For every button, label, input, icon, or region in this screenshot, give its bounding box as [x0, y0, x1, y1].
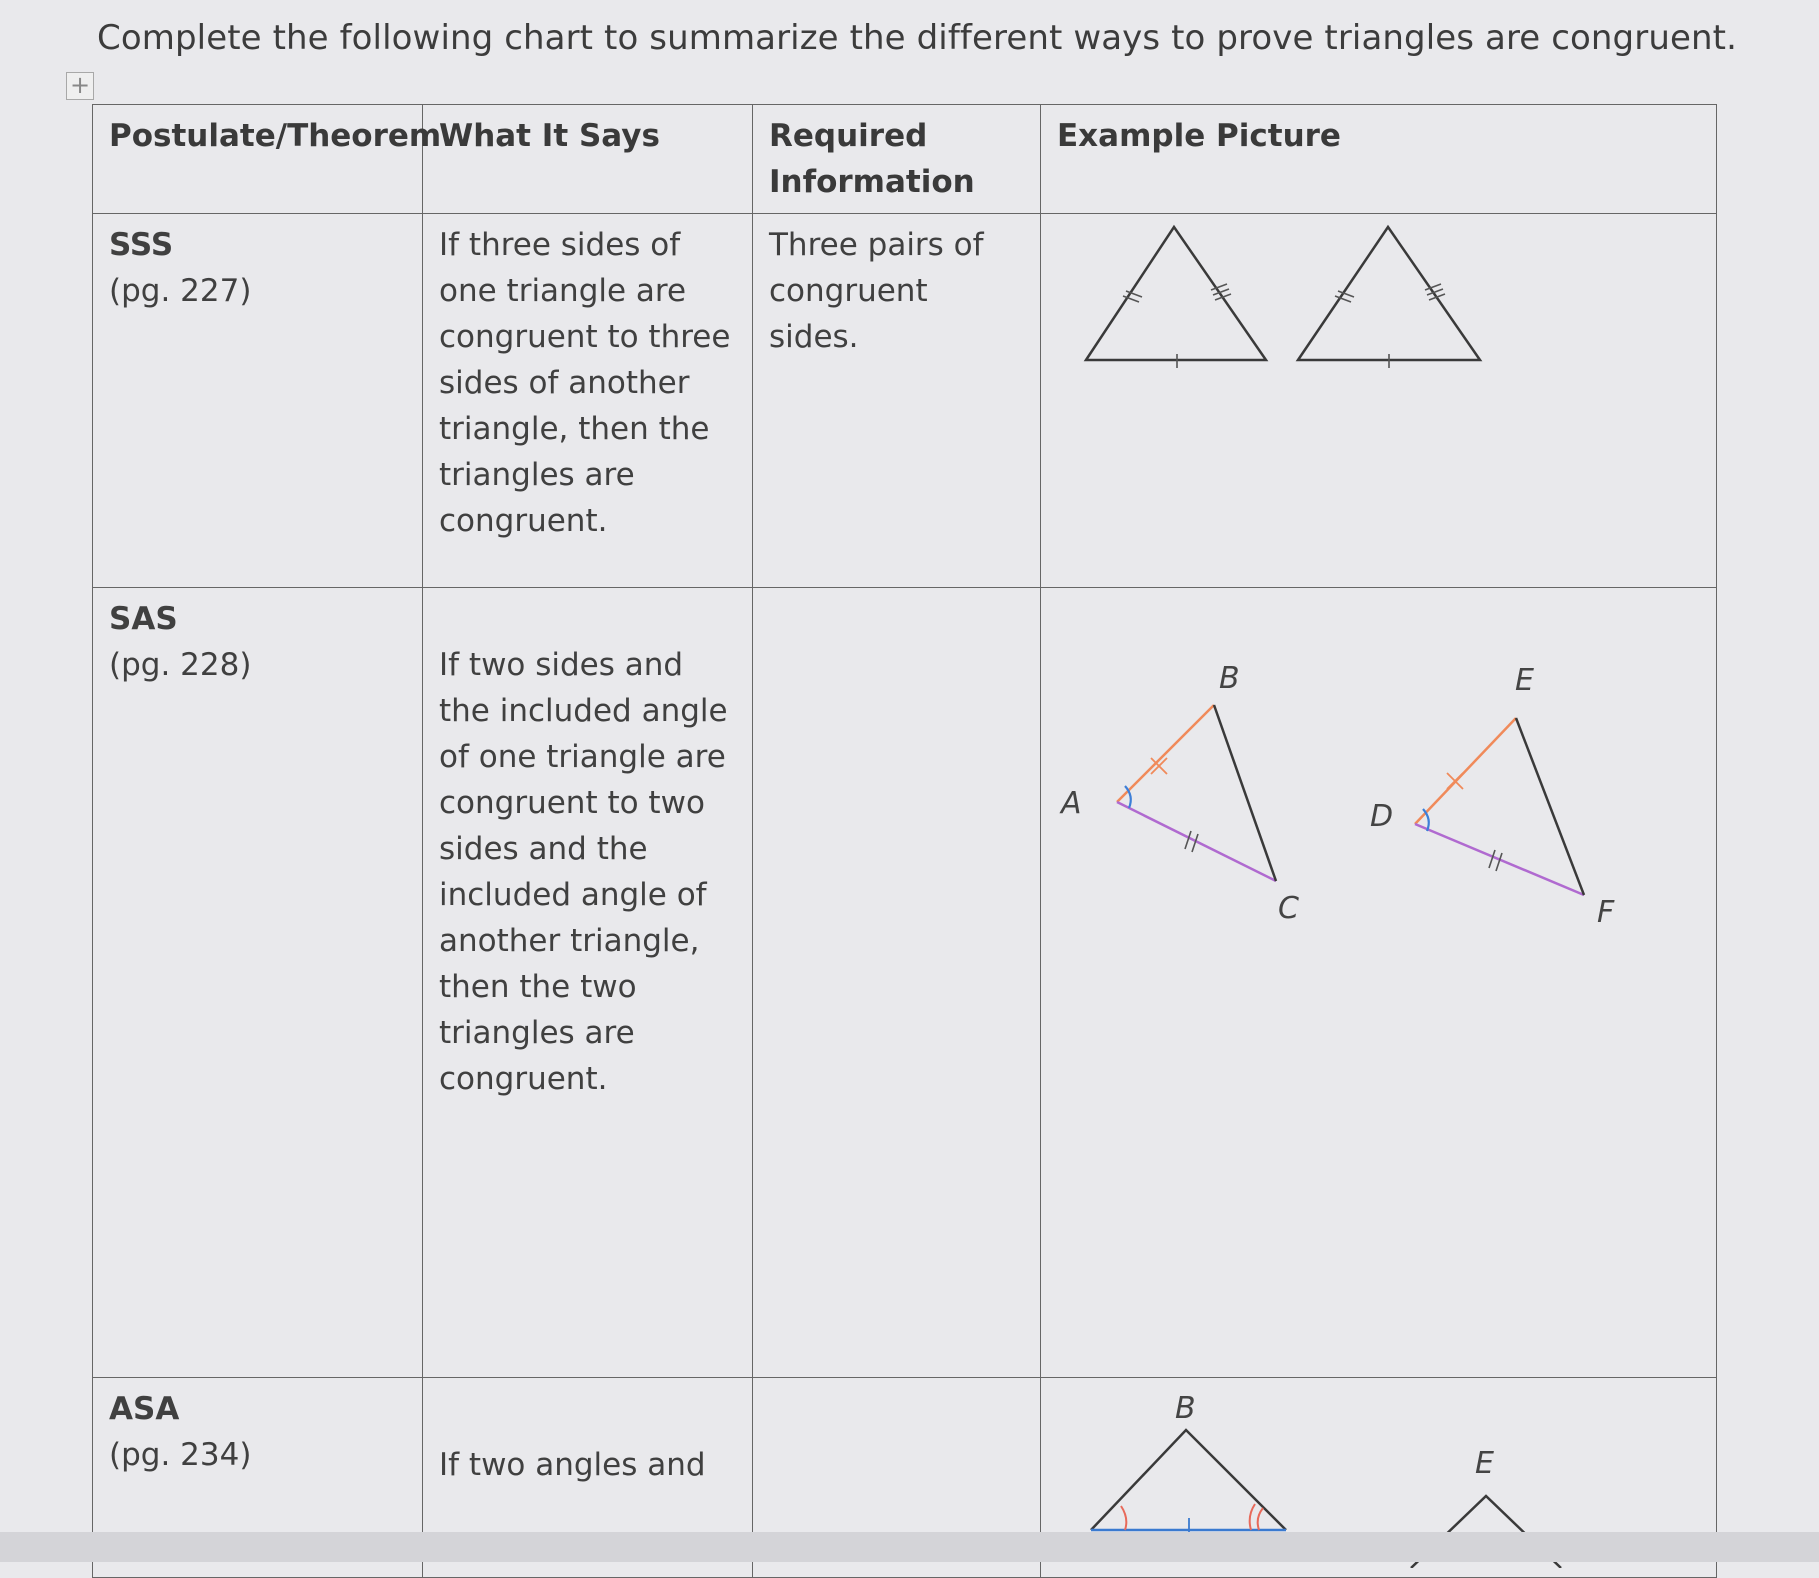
tick-mark	[1489, 850, 1495, 868]
cell-postulate[interactable]	[93, 214, 423, 588]
vertex-label-e: E	[1475, 1446, 1494, 1481]
asa-angle-a	[1121, 1506, 1126, 1530]
page-reference: (pg. 227)	[109, 273, 252, 309]
asa-angle-c-second-arc	[1258, 1508, 1263, 1530]
cell-required-info[interactable]	[753, 588, 1041, 1378]
statement-text: If two angles and	[439, 1447, 706, 1483]
table-row	[93, 588, 1717, 1378]
cell-example-picture	[1041, 588, 1717, 1378]
cell-what-it-says[interactable]	[423, 214, 753, 588]
sas-side-ab	[1117, 705, 1214, 802]
statement-text: If three sides of one triangle are congruent to three sides of another triangle, then the triangles are congruent.	[439, 227, 731, 539]
header-what-it-says: What It Says	[423, 105, 753, 214]
sas-side-ef	[1516, 718, 1584, 895]
vertex-label-f: F	[1597, 895, 1615, 930]
sss-triangle-left	[1086, 227, 1266, 360]
vertex-label-e: E	[1515, 663, 1534, 698]
sss-example-figure	[1041, 214, 1717, 384]
page-bottom-edge	[0, 1532, 1819, 1562]
required-info-text: Three pairs of congruent sides.	[769, 227, 984, 355]
cell-example-picture	[1041, 214, 1717, 588]
cell-required-info[interactable]	[753, 214, 1041, 588]
sas-side-de	[1415, 718, 1516, 824]
vertex-label-a: A	[1061, 786, 1082, 821]
page-reference: (pg. 234)	[109, 1437, 252, 1473]
vertex-label-d: D	[1370, 799, 1394, 834]
postulate-name: SAS	[109, 601, 178, 637]
tick-mark	[1185, 831, 1191, 849]
tick-mark	[1496, 853, 1502, 871]
postulate-name: SSS	[109, 227, 174, 263]
header-postulate: Postulate/Theorem	[93, 105, 423, 214]
page-reference: (pg. 228)	[109, 647, 252, 683]
statement-text: If two sides and the included angle of one triangle are congruent to two sides and the included angle of another triangle, then the two triangles are congruent.	[439, 647, 728, 1097]
vertex-label-c: C	[1278, 891, 1299, 926]
vertex-label-b: B	[1175, 1391, 1196, 1426]
postulate-name: ASA	[109, 1391, 180, 1427]
sss-triangle-right	[1298, 227, 1480, 360]
header-example-picture: Example Picture	[1041, 105, 1717, 214]
congruence-chart	[92, 104, 1717, 1578]
instruction-text: Complete the following chart to summarize the different ways to prove triangles are congruent.	[97, 18, 1737, 58]
table-row	[93, 214, 1717, 588]
cell-what-it-says[interactable]	[423, 588, 753, 1378]
header-row	[93, 105, 1717, 214]
asa-angle-c	[1250, 1504, 1255, 1530]
cell-postulate[interactable]	[93, 588, 423, 1378]
vertex-label-b: B	[1219, 661, 1240, 696]
table-move-handle-icon[interactable]: +	[66, 72, 94, 100]
sas-example-figure	[1041, 588, 1717, 948]
header-required-information: Required Information	[753, 105, 1041, 214]
asa-triangle-left	[1091, 1430, 1286, 1530]
